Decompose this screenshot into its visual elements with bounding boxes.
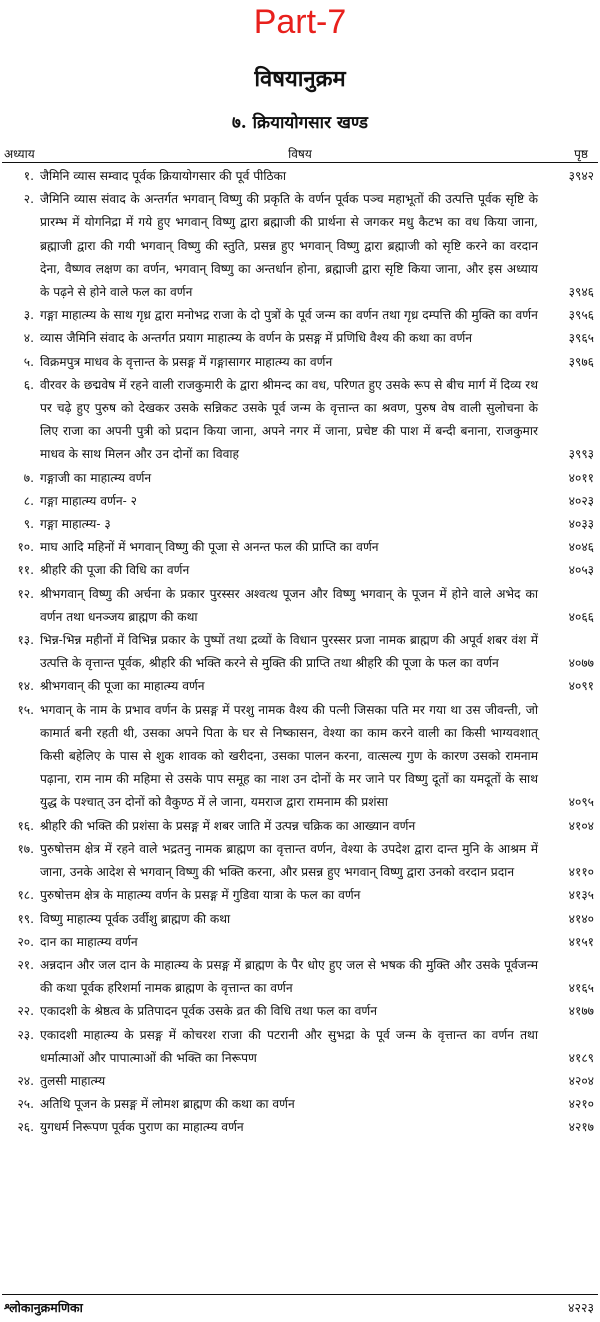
entry-number: २०.	[17, 934, 34, 949]
entry-subject: दान का माहात्म्य वर्णन	[40, 934, 138, 949]
entry-number: ७.	[23, 470, 34, 485]
toc-entry	[0, 327, 600, 350]
column-header-adhyay: अध्याय	[4, 147, 35, 161]
entry-number: १३.	[17, 633, 34, 648]
entry-page-number: ४२१७	[568, 1120, 594, 1135]
entry-subject: एकादशी माहात्म्य के प्रसङ्ग में कोचरश राजा की पटरानी और सुभद्रा के पूर्व जन्म के वृत्तान्त का वर्णन तथा धर्मात्माओं और पापात्माओं की भक्ति का निरूपण	[40, 1027, 538, 1065]
toc-entry	[0, 165, 600, 188]
entry-number: १४.	[17, 679, 34, 694]
section-title: ७. क्रियायोगसार खण्ड	[231, 113, 369, 133]
entry-page-number: ४०९१	[568, 679, 594, 694]
toc-entry	[0, 467, 600, 490]
toc-entry	[0, 838, 600, 884]
toc-entry	[0, 815, 600, 838]
shloka-index-label: श्लोकानुक्रमणिका	[4, 1300, 83, 1315]
entry-subject: जैमिनि व्यास सम्वाद पूर्वक क्रियायोगसार की पूर्व पीठिका	[40, 169, 287, 183]
entry-number: १६.	[17, 818, 34, 833]
entry-page-number: ४२१०	[568, 1097, 594, 1112]
toc-entry	[0, 304, 600, 327]
entry-number: ५.	[23, 354, 34, 369]
entry-subject: गङ्गा माहात्म्य वर्णन- २	[40, 493, 137, 508]
column-header-vishay: विषय	[288, 147, 312, 161]
entry-page-number: ४०६६	[568, 609, 594, 624]
entry-subject: अन्नदान और जल दान के माहात्म्य के प्रसङ्ग में ब्राह्मण के पैर धोए हुए जल से भषक की मुक्ति और उसके पूर्वजन्म की कथा पूर्वक हरिशर्मा नामक ब्राह्मण के वृत्तान्त का वर्णन	[40, 957, 538, 996]
entry-subject: श्रीहरि की भक्ति की प्रशंसा के प्रसङ्ग में शबर जाति में उत्पन्न चक्रिक का आख्यान वर्णन	[40, 818, 416, 833]
entry-subject: गङ्गा माहात्म्य के साथ गृध्र द्वारा मनोभद्र राजा के दो पुत्रों के पूर्व जन्म का वर्णन तथा गृध्र दम्पत्ति की मुक्ति का वर्णन	[40, 308, 538, 323]
column-header-prishth: पृष्ठ	[574, 147, 588, 161]
entry-subject: पुरुषोत्तम क्षेत्र के माहात्म्य वर्णन के प्रसङ्ग में गुडिवा यात्रा के फल का वर्णन	[40, 888, 361, 903]
entry-subject: श्रीहरि की पूजा की विधि का वर्णन	[40, 563, 190, 578]
entry-page-number: ४०२३	[568, 493, 594, 508]
entry-page-number: ४०५३	[568, 563, 594, 578]
entry-subject: विष्णु माहात्म्य पूर्वक उर्वीशु ब्राह्मण की कथा	[40, 911, 231, 926]
entry-page-number: ३९९३	[568, 447, 594, 462]
toc-entry	[0, 513, 600, 536]
entry-number: ६.	[23, 377, 34, 392]
entry-subject: भगवान् के नाम के प्रभाव वर्णन के प्रसङ्ग में परशु नामक वैश्य की पत्नी जिसका पति मर गया था उस जीवन्ती, जो कामार्त बनी रहती थी, उसका अपने पिता के घर से निष्कासन, वेश्या का काम करने वाली का किसी भाग्यवशात् किसी बहेलिए के पास से शुक शावक को खरीदना, उसका पालन करना, वात्सल्य गुण के कारण उसको रामनाम पढ़ाना, राम नाम की महिमा से उसके पाप समूह का नाश उन दोनों के मर जाने पर विष्णु दूतों का यमदूतों के साथ युद्ध के पश्चात् उन दोनों को वैकुण्ठ में ले जाना, यमराज द्वारा रामनाम की प्रशंसा	[40, 702, 538, 810]
entry-subject: विक्रमपुत्र माधव के वृत्तान्त के प्रसङ्ग में गङ्गासागर माहात्म्य का वर्णन	[40, 354, 333, 369]
toc-entry	[0, 884, 600, 907]
entry-number: १०.	[17, 540, 34, 555]
toc-entry	[0, 351, 600, 374]
toc-entry	[0, 559, 600, 582]
entry-number: ३.	[23, 308, 34, 323]
toc-entry	[0, 1093, 600, 1116]
entry-number: १५.	[17, 702, 34, 717]
toc-entry	[0, 188, 600, 304]
entry-page-number: ३९७६	[568, 354, 594, 369]
footer-rule	[2, 1294, 598, 1295]
toc-entry	[0, 1024, 600, 1070]
entry-page-number: ४१७७	[568, 1004, 594, 1019]
toc-entries	[0, 165, 600, 1140]
entry-page-number: ४२०४	[568, 1073, 594, 1088]
entry-subject: गङ्गाजी का माहात्म्य वर्णन	[40, 470, 152, 485]
toc-entry	[0, 699, 600, 815]
entry-page-number: ४०३३	[568, 517, 594, 532]
entry-subject: वीरवर के छद्मवेष में रहने वाली राजकुमारी के द्वारा श्रीमन्द का वध, परिणत हुए उसके रूप से बीच मार्ग में दिव्य रथ पर चढ़े हुए पुरुष को देखकर उसके सन्निकट उसके पूर्व जन्म के वृत्तान्त का श्रवण, पुरुष वेष वाली सुलोचना के लिए राजा का अपनी पुत्री को प्रदान किया जाना, अपने नगर में जाना, प्रचेष्ट की पाश में बन्दी बनाना, राजकुमार माधव के साथ मिलन और उन दोनों का विवाह	[40, 377, 538, 462]
toc-entry	[0, 931, 600, 954]
toc-entry	[0, 675, 600, 698]
toc-entry	[0, 490, 600, 513]
entry-subject: श्रीभगवान् की पूजा का माहात्म्य वर्णन	[40, 679, 205, 694]
entry-subject: एकादशी के श्रेष्ठत्व के प्रतिपादन पूर्वक उसके व्रत की विधि तथा फल का वर्णन	[40, 1004, 377, 1019]
header-rule	[2, 162, 598, 163]
entry-page-number: ३९४२	[568, 169, 594, 183]
entry-number: १९.	[17, 911, 34, 926]
entry-page-number: ३९४६	[568, 285, 594, 300]
entry-number: २४.	[17, 1073, 34, 1088]
entry-page-number: ४०४६	[568, 540, 594, 555]
entry-subject: युगधर्म निरूपण पूर्वक पुराण का माहात्म्य वर्णन	[40, 1120, 244, 1135]
toc-entry	[0, 374, 600, 467]
entry-page-number: ४११०	[568, 865, 594, 880]
entry-number: १२.	[17, 586, 34, 601]
toc-entry	[0, 629, 600, 675]
entry-subject: तुलसी माहात्म्य	[40, 1073, 106, 1088]
toc-entry	[0, 1116, 600, 1139]
entry-subject: भिन्न-भिन्न महीनों में विभिन्न प्रकार के पुष्पों तथा द्रव्यों के विधान पुरस्सर प्रजा नामक ब्राह्मण की अपूर्व शबर वंश में उत्पत्ति के वृत्तान्त पूर्वक, श्रीहरि की भक्ति करने से मुक्ति की प्राप्ति तथा श्रीहरि की पूजा के फल का वर्णन	[40, 633, 538, 671]
entry-page-number: ४१४०	[568, 911, 594, 926]
entry-page-number: ४०७७	[568, 656, 594, 671]
entry-number: ११.	[17, 563, 34, 578]
entry-number: २२.	[17, 1004, 34, 1019]
entry-number: २५.	[17, 1097, 34, 1112]
entry-page-number: ३९५६	[568, 308, 594, 323]
entry-number: २.	[23, 192, 34, 207]
toc-entry	[0, 1070, 600, 1093]
shloka-index-page: ४२२३	[567, 1300, 594, 1315]
entry-subject: श्रीभगवान् विष्णु की अर्चना के प्रकार पुरस्सर अश्वत्थ पूजन और विष्णु भगवान् के पूजन में होने वाले अभेद का वर्णन तथा धनञ्जय ब्राह्मण की कथा	[40, 586, 538, 624]
entry-subject: जैमिनि व्यास संवाद के अन्तर्गत भगवान् विष्णु की प्रकृति के वर्णन पूर्वक पञ्च महाभूतों की उत्पत्ति पूर्वक सृष्टि के प्रारम्भ में योगनिद्रा में गये हुए भगवान् विष्णु द्वारा ब्रह्माजी की प्रार्थना से जगकर मधु कैटभ का वध किया जाना, ब्रह्माजी द्वारा की गयी भगवान् विष्णु की स्तुति, प्रसन्न हुए भगवान् विष्णु द्वारा ब्रह्माजी को सृष्टि करने का वरदान देना, वैष्णव लक्षण का वर्णन, भगवान् विष्णु का अन्तर्धान होना, ब्रह्माजी द्वारा सृष्टि किया जाना, और इस अध्याय के पढ़ने से होने वाले फल का वर्णन	[40, 192, 538, 300]
entry-number: ४.	[23, 331, 34, 346]
entry-number: १८.	[17, 888, 34, 903]
entry-subject: पुरुषोत्तम क्षेत्र में रहने वाले भद्रतनु नामक ब्राह्मण का वृत्तान्त वर्णन, वेश्या के उपदेश द्वारा दान्त मुनि के आश्रम में जाना, उनके आदेश से भगवान् विष्णु की भक्ति करना, और प्रसन्न हुए भगवान् विष्णु द्वारा उनको वरदान प्रदान	[40, 841, 538, 880]
entry-number: २६.	[17, 1120, 34, 1135]
entry-number: १७.	[17, 841, 34, 856]
entry-page-number: ४०११	[568, 470, 594, 485]
entry-page-number: ४१०४	[568, 818, 594, 833]
entry-subject: व्यास जैमिनि संवाद के अन्तर्गत प्रयाग माहात्म्य के वर्णन के प्रसङ्ग में प्रणिधि वैश्य की कथा का वर्णन	[40, 331, 473, 346]
toc-entry	[0, 1000, 600, 1023]
toc-entry	[0, 536, 600, 559]
entry-number: ८.	[23, 493, 34, 508]
entry-page-number: ४१५१	[568, 934, 594, 949]
entry-page-number: ४१६५	[568, 981, 594, 996]
toc-title: विषयानुक्रम	[254, 66, 346, 92]
entry-page-number: ४१३५	[568, 888, 594, 903]
entry-subject: गङ्गा माहात्म्य- ३	[40, 517, 111, 532]
entry-number: २३.	[17, 1027, 34, 1042]
part-title: Part-7	[253, 3, 347, 41]
entry-page-number: ४१८९	[568, 1050, 594, 1065]
toc-entry	[0, 954, 600, 1000]
entry-subject: माघ आदि महिनों में भगवान् विष्णु की पूजा से अनन्त फल की प्राप्ति का वर्णन	[40, 540, 379, 555]
entry-number: १.	[23, 169, 34, 183]
toc-entry	[0, 583, 600, 629]
entry-subject: अतिथि पूजन के प्रसङ्ग में लोमश ब्राह्मण की कथा का वर्णन	[40, 1097, 295, 1112]
entry-page-number: ४०९५	[568, 795, 594, 810]
toc-entry	[0, 908, 600, 931]
entry-page-number: ३९६५	[568, 331, 594, 346]
entry-number: ९.	[23, 517, 34, 532]
entry-number: २१.	[17, 957, 34, 972]
